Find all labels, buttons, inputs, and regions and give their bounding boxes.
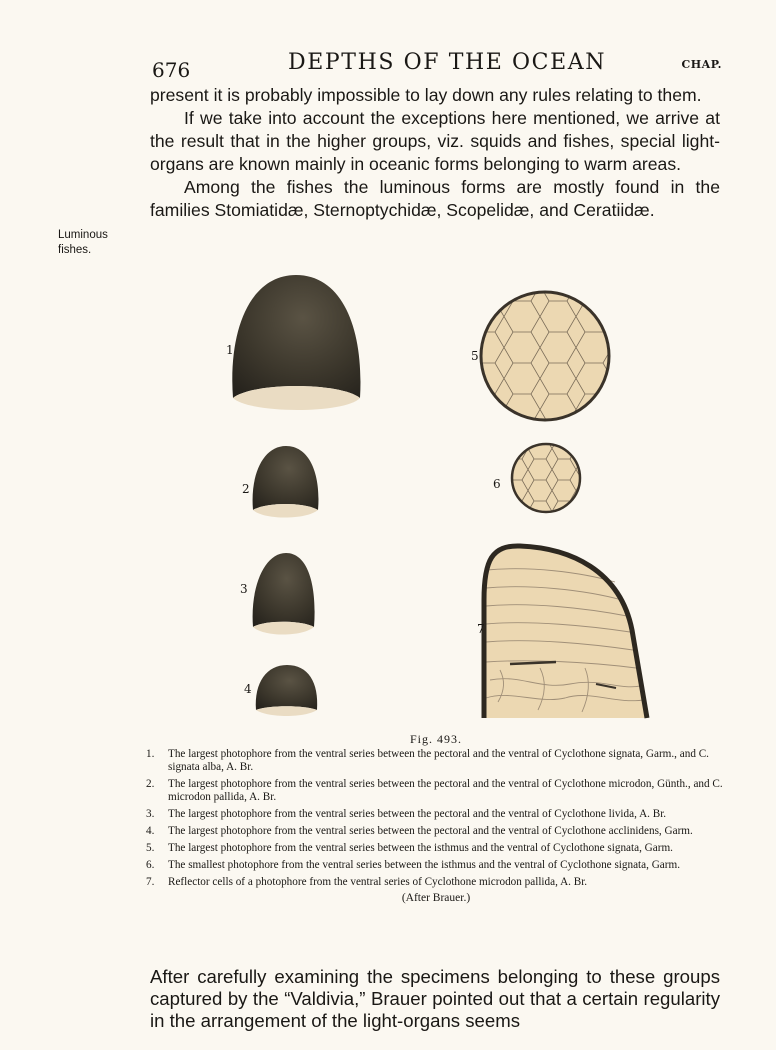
caption-item — [146, 876, 726, 889]
photophore-4 — [244, 665, 317, 716]
figure-label: 5 — [471, 349, 479, 363]
caption-list — [146, 748, 726, 889]
figure-label: 6 — [493, 477, 501, 491]
caption-number: 2. — [146, 778, 155, 790]
figure-credit: (After Brauer.) — [401, 892, 471, 904]
figure-label: 2 — [242, 482, 250, 496]
margin-note — [58, 228, 138, 258]
caption-number: 5. — [146, 842, 155, 854]
page-number: 676 — [152, 58, 191, 82]
running-header — [150, 48, 722, 82]
caption-text: The largest photophore from the ventral series between the pectoral and the ventral of Cyclothone microdon, Günth., and C. microdon pallida, A. Br. — [168, 778, 723, 803]
paragraph: If we take into account the exceptions here mentioned, we arrive at the result that in the higher groups, viz. squids and fishes, special light-organs are known mainly in oceanic forms belonging to warm areas. — [150, 108, 720, 174]
caption-item — [146, 748, 726, 774]
caption-text: The largest photophore from the ventral series between the pectoral and the ventral of Cyclothone livida, A. Br. — [168, 808, 667, 820]
photophore-3 — [240, 553, 315, 635]
caption-number: 6. — [146, 859, 155, 871]
caption-text: The smallest photophore from the ventral series between the isthmus and the ventral of Cyclothone signata, Garm. — [168, 859, 680, 871]
caption-text: Reflector cells of a photophore from the ventral series of Cyclothone microdon pallida, A. Br. — [168, 876, 588, 888]
caption-item — [146, 778, 726, 804]
photophore-7 — [477, 546, 647, 718]
paragraph: After carefully examining the specimens belonging to these groups captured by the “Valdivia,” Brauer pointed out that a certain regularity in the arrangement of the light-organs seems — [150, 966, 720, 1031]
figure-label: 3 — [240, 582, 248, 596]
margin-note-line: fishes. — [58, 244, 92, 256]
caption-number: 7. — [146, 876, 155, 888]
caption-number: 4. — [146, 825, 155, 837]
caption-item — [146, 825, 726, 838]
figure-label: 7 — [477, 622, 485, 636]
figure-caption — [146, 733, 726, 905]
figure-label: 1 — [226, 343, 234, 357]
body-text-bottom — [150, 966, 720, 1032]
figure-title: Fig. 493. — [409, 732, 462, 746]
caption-item — [146, 859, 726, 872]
chapter-label: CHAP. — [681, 58, 722, 71]
paragraph: Among the fishes the luminous forms are mostly found in the families Stomiatidæ, Sternoptychidæ, Scopelidæ, and Ceratiidæ. — [150, 177, 720, 220]
caption-item — [146, 808, 726, 821]
body-text-top — [150, 84, 720, 222]
caption-text: The largest photophore from the ventral series between the pectoral and the ventral of Cyclothone acclinidens, Garm. — [168, 825, 693, 837]
figure-label: 4 — [244, 682, 252, 696]
photophore-2 — [242, 446, 318, 518]
photophore-1 — [226, 275, 360, 410]
caption-number: 1. — [146, 748, 155, 760]
caption-text: The largest photophore from the ventral series between the isthmus and the ventral of Cyclothone signata, Garm. — [168, 842, 673, 854]
photophore-6 — [493, 440, 590, 520]
figure-illustration — [0, 270, 776, 730]
caption-item — [146, 842, 726, 855]
running-title: DEPTHS OF THE OCEAN — [288, 50, 607, 75]
caption-text: The largest photophore from the ventral series between the pectoral and the ventral of Cyclothone signata, Garm., and C. signata alba, A. Br. — [168, 748, 709, 773]
caption-number: 3. — [146, 808, 155, 820]
paragraph: present it is probably impossible to lay down any rules relating to them. — [150, 85, 702, 105]
photophore-5 — [470, 280, 620, 430]
margin-note-line: Luminous — [58, 229, 108, 241]
